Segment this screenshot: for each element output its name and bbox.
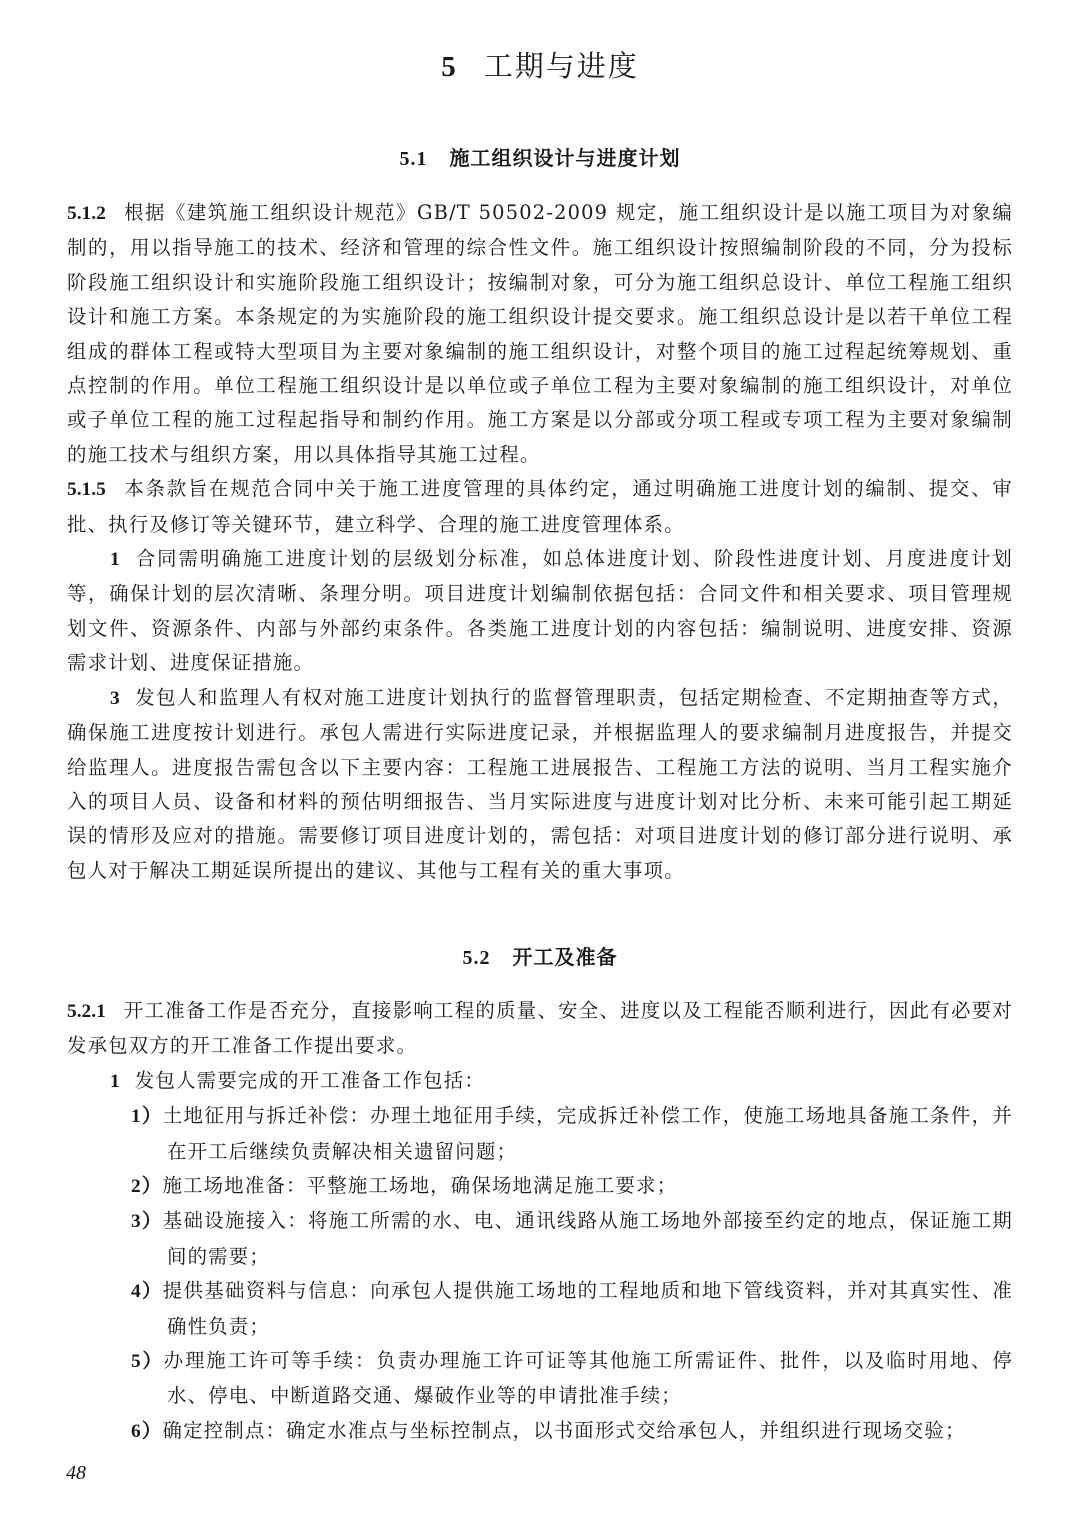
clause-number: 5.1.5 xyxy=(67,479,106,501)
clause-item xyxy=(67,542,1013,681)
sub-item-number: 5） xyxy=(131,1351,164,1373)
chapter-number: 5 xyxy=(441,51,458,83)
sub-item-text: 提供基础资料与信息：向承包人提供施工场地的工程地质和地下管线资料，并对其真实性、准确性负责； xyxy=(162,1279,1013,1338)
sub-item xyxy=(67,1274,1013,1344)
sub-item-text: 土地征用与拆迁补偿：办理土地征用手续，完成拆迁补偿工作，使施工场地具备施工条件，并在开工后继续负责解决相关遗留问题； xyxy=(162,1104,1013,1163)
sub-item-number: 1） xyxy=(131,1106,163,1128)
clause-text: 本条款旨在规范合同中关于施工进度管理的具体约定，通过明确施工进度计划的编制、提交、审批、执行及修订等关键环节，建立科学、合理的施工进度管理体系。 xyxy=(67,477,1013,536)
section-title-5-2 xyxy=(0,941,1080,970)
section-number: 5.1 xyxy=(399,148,428,170)
sub-item xyxy=(67,1344,1013,1414)
sub-item-text: 办理施工许可等手续：负责办理施工许可证等其他施工所需证件、批件，以及临时用地、停水、停电、中断道路交通、爆破作业等的申请批准手续； xyxy=(163,1349,1013,1408)
clause-text: 开工准备工作是否充分，直接影响工程的质量、安全、进度以及工程能否顺利进行，因此有必要对发承包双方的开工准备工作提出要求。 xyxy=(67,999,1013,1058)
clause-5-2-1 xyxy=(67,994,1013,1064)
sub-item-text: 基础设施接入：将施工所需的水、电、通讯线路从施工场地外部接至约定的地点，保证施工期间的需要； xyxy=(162,1209,1013,1268)
clause-number: 5.1.2 xyxy=(67,203,106,224)
clause-item xyxy=(67,681,1013,888)
section-5-2-body xyxy=(67,994,1013,1449)
clause-item xyxy=(67,1064,1013,1099)
sub-item-number: 3） xyxy=(131,1211,163,1233)
sub-item-number: 2） xyxy=(131,1176,163,1198)
clause-text: 根据《建筑施工组织设计规范》GB/T 50502-2009 规定，施工组织设计是以施工项目为对象编制的，用以指导施工的技术、经济和管理的综合性文件。施工组织设计按照编制阶段的不同，分为投标阶段施工组织设计和实施阶段施工组织设计；按编制对象，可分为施工组织总设计、单位工程施工组织设计和施工方案。本条规定的为实施阶段的施工组织设计提交要求。施工组织总设计是以若干单位工程组成的群体工程或特大型项目为主要对象编制的施工组织设计，对整个项目的施工过程起统筹规划、重点控制的作用。单位工程施工组织设计是以单位或子单位工程为主要对象编制的施工组织设计，对单位或子单位工程的施工过程起指导和制约作用。施工方案是以分部或分项工程或专项工程为主要对象编制的施工技术与组织方案，用以具体指导其施工过程。 xyxy=(67,201,1013,466)
item-text: 发包人需要完成的开工准备工作包括： xyxy=(134,1068,485,1092)
section-title-5-1 xyxy=(0,142,1080,171)
sub-item xyxy=(67,1169,1013,1204)
item-number: 3 xyxy=(110,687,121,709)
chapter-title-text: 工期与进度 xyxy=(483,49,639,83)
section-5-1-body xyxy=(67,196,1013,888)
item-number: 1 xyxy=(110,549,121,571)
sub-item-number: 6） xyxy=(131,1420,163,1442)
item-text: 合同需明确施工进度计划的层级划分标准，如总体进度计划、阶段性进度计划、月度进度计划等，确保计划的层次清晰、条理分明。项目进度计划编制依据包括：合同文件和相关要求、项目管理规划文件、资源条件、内部与外部约束条件。各类施工进度计划的内容包括：编制说明、进度安排、资源需求计划、进度保证措施。 xyxy=(67,547,1013,675)
sub-item xyxy=(67,1414,1013,1449)
item-number: 1 xyxy=(110,1070,121,1092)
sub-item-text: 确定控制点：确定水准点与坐标控制点，以书面形式交给承包人，并组织进行现场交验； xyxy=(162,1418,966,1442)
sub-item-number: 4） xyxy=(131,1281,163,1303)
sub-item-text: 施工场地准备：平整施工场地，确保场地满足施工要求； xyxy=(162,1174,678,1198)
section-title-text: 施工组织设计与进度计划 xyxy=(449,146,681,170)
clause-5-1-5 xyxy=(67,472,1013,542)
clause-5-1-2 xyxy=(67,196,1013,472)
sub-item xyxy=(67,1204,1013,1274)
section-title-text: 开工及准备 xyxy=(512,945,618,969)
chapter-title xyxy=(0,44,1080,85)
item-text: 发包人和监理人有权对施工进度计划执行的监督管理职责，包括定期检查、不定期抽查等方式，确保施工进度按计划进行。承包人需进行实际进度记录，并根据监理人的要求编制月进度报告，并提交给监理人。进度报告需包含以下主要内容：工程施工进展报告、工程施工方法的说明、当月工程实施介入的项目人员、设备和材料的预估明细报告、当月实际进度与进度计划对比分析、未来可能引起工期延误的情形及应对的措施。需要修订项目进度计划的，需包括：对项目进度计划的修订部分进行说明、承包人对于解决工期延误所提出的建议、其他与工程有关的重大事项。 xyxy=(67,685,1013,882)
clause-number: 5.2.1 xyxy=(67,1001,106,1022)
page-number: 48 xyxy=(66,1462,86,1484)
section-number: 5.2 xyxy=(462,947,491,969)
sub-item xyxy=(67,1099,1013,1169)
